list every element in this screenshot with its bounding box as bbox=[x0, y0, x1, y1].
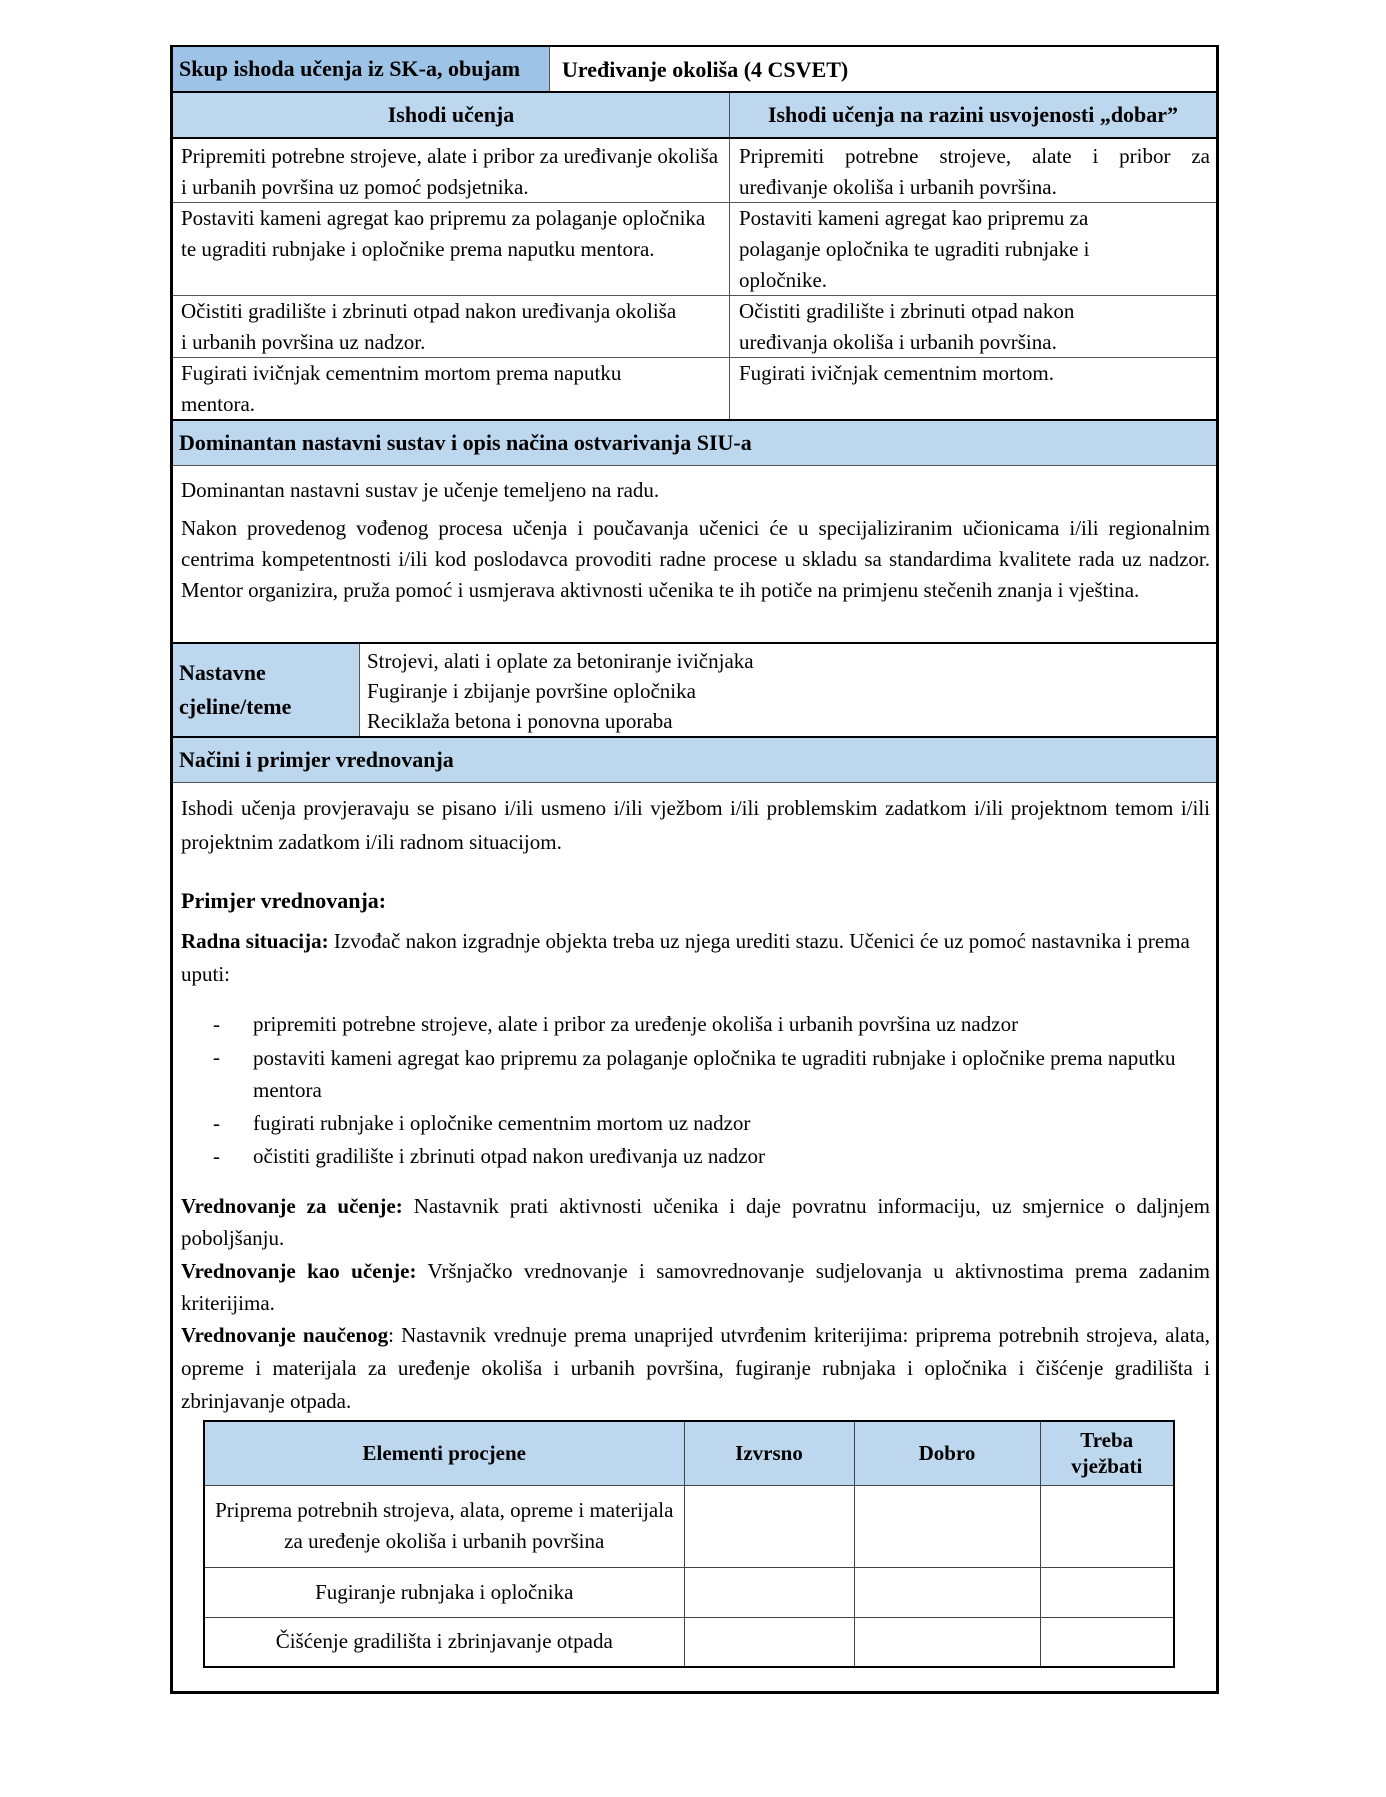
outcome-text: Očistiti gradilište i zbrinuti otpad nakon uređivanja okoliša i urbanih površina uz nadzor. bbox=[181, 299, 677, 354]
topics-list bbox=[367, 646, 1216, 736]
column-divider bbox=[359, 644, 360, 736]
as-learning-label: Vrednovanje kao učenje: bbox=[181, 1259, 417, 1283]
outcome-text: Pripremiti potrebne strojeve, alate i pribor za uređivanje okoliša i urbanih površina uz pomoć podsjetnika. bbox=[181, 144, 719, 199]
excellent-cell[interactable] bbox=[684, 1485, 854, 1567]
good-cell[interactable] bbox=[854, 1617, 1040, 1667]
table-row bbox=[204, 1567, 1174, 1617]
outcomes-col2-header bbox=[729, 93, 1216, 137]
outcome-good-text: Fugirati ivičnjak cementnim mortom. bbox=[739, 361, 1054, 385]
good-cell[interactable] bbox=[854, 1567, 1040, 1617]
good-cell[interactable] bbox=[854, 1485, 1040, 1567]
table-row bbox=[204, 1617, 1174, 1667]
topics-label: Nastavne cjeline/teme bbox=[179, 660, 292, 719]
work-situation bbox=[181, 925, 1210, 991]
example-heading bbox=[181, 885, 1210, 916]
outcome-row-3-col1 bbox=[173, 296, 693, 358]
outcome-row-2-col2 bbox=[729, 203, 1149, 295]
assessment-table bbox=[203, 1420, 1175, 1668]
dash-bullet-icon: - bbox=[213, 1144, 220, 1168]
column-header-elements: Elementi procjene bbox=[204, 1421, 684, 1485]
for-learning-label: Vrednovanje za učenje: bbox=[181, 1194, 403, 1218]
for-learning-text: Nastavnik prati aktivnosti učenika i daje povratnu informaciju, uz smjernice o daljnjem poboljšanju. bbox=[181, 1194, 1210, 1250]
dash-bullet-icon: - bbox=[213, 1045, 220, 1069]
evaluation-intro bbox=[181, 791, 1210, 859]
excellent-cell[interactable] bbox=[684, 1617, 854, 1667]
dominant-heading-cell bbox=[173, 421, 1216, 465]
column-header-good: Dobro bbox=[854, 1421, 1040, 1485]
paragraph-text: Nakon provedenog vođenog procesa učenja i poučavanja učenici će u specijaliziranim učionicama i/ili regionalnim centrima kompetentnosti i/ili kod poslodavca provoditi radne procese u skladu sa standardima kvalitete rada uz nadzor. Mentor organizira, pruža pomoć i usmjerava aktivnosti učenika te ih potiče na primjenu stečenih znanja i vještina. bbox=[181, 516, 1210, 602]
paragraph-text: Dominantan nastavni sustav je učenje temeljeno na radu. bbox=[181, 478, 660, 502]
topic-item: Fugiranje i zbijanje površine opločnika bbox=[367, 679, 696, 703]
header-value-cell bbox=[549, 47, 1216, 91]
dash-bullet-icon: - bbox=[213, 1012, 220, 1036]
assessment-element: Fugiranje rubnjaka i opločnika bbox=[204, 1567, 684, 1617]
work-situation-text: Izvođač nakon izgradnje objekta treba uz njega urediti stazu. Učenici će uz pomoć nastavnika i prema uputi: bbox=[181, 929, 1190, 986]
header-value: Uređivanje okoliša (4 CSVET) bbox=[562, 57, 849, 82]
needs-practice-cell[interactable] bbox=[1040, 1485, 1174, 1567]
document-frame bbox=[170, 45, 1219, 1694]
outcomes-col1-header bbox=[173, 93, 729, 137]
column-header-needs-practice: Treba vježbati bbox=[1040, 1421, 1174, 1485]
evaluation-as-learning bbox=[181, 1255, 1210, 1319]
as-learning-text: Vršnjačko vrednovanje i samovrednovanje sudjelovanja u aktivnostima prema zadanim kriterijima. bbox=[181, 1259, 1210, 1315]
assessment-element: Priprema potrebnih strojeva, alata, opreme i materijala za uređenje okoliša i urbanih površina bbox=[204, 1485, 684, 1567]
evaluation-of-learning bbox=[181, 1319, 1210, 1418]
outcome-row-3-col2 bbox=[729, 296, 1149, 358]
outcome-row-4-col2 bbox=[729, 358, 1216, 420]
needs-practice-cell[interactable] bbox=[1040, 1567, 1174, 1617]
topic-item: Strojevi, alati i oplate za betoniranje ivičnjaka bbox=[367, 649, 754, 673]
outcome-text: Postaviti kameni agregat kao pripremu za polaganje opločnika te ugraditi rubnjake i opločnike prema naputku mentora. bbox=[181, 206, 706, 261]
excellent-cell[interactable] bbox=[684, 1567, 854, 1617]
outcome-row-2-col1 bbox=[173, 203, 713, 295]
outcome-row-1-col2 bbox=[729, 141, 1216, 201]
divider bbox=[173, 137, 1216, 139]
header-label-cell bbox=[173, 47, 549, 91]
of-learning-text: : Nastavnik vrednuje prema unaprijed utvrđenim kriterijima: priprema potrebnih strojeva, alata, opreme i materijala za uređenje okoliša i urbanih površina, fugiranje rubnjaka i opločnika i čišćenje gradilišta i zbrinjavanje otpada. bbox=[181, 1323, 1210, 1413]
outcomes-col2-header-text: Ishodi učenja na razini usvojenosti „dobar” bbox=[767, 102, 1179, 127]
needs-practice-cell[interactable] bbox=[1040, 1617, 1174, 1667]
list-item-text: postaviti kameni agregat kao pripremu za polaganje opločnika te ugraditi rubnjake i opločnike prema naputku mentora bbox=[253, 1046, 1176, 1102]
divider bbox=[173, 465, 1216, 466]
dominant-heading: Dominantan nastavni sustav i opis načina ostvarivanja SIU-a bbox=[179, 430, 752, 455]
divider bbox=[173, 782, 1216, 783]
evaluation-for-learning bbox=[181, 1190, 1210, 1254]
paragraph-text: Ishodi učenja provjeravaju se pisano i/ili usmeno i/ili vježbom i/ili problemskim zadatkom i/ili projektnom temom i/ili projektnim zadatkom i/ili radnom situacijom. bbox=[181, 796, 1210, 854]
topics-label-cell bbox=[173, 644, 359, 736]
evaluation-heading-cell bbox=[173, 738, 1216, 782]
outcome-row-4-col1 bbox=[173, 358, 693, 420]
outcomes-col1-header-text: Ishodi učenja bbox=[387, 102, 515, 127]
assessment-table-header-row bbox=[204, 1421, 1174, 1485]
topic-item: Reciklaža betona i ponovna uporaba bbox=[367, 709, 673, 733]
example-heading-text: Primjer vrednovanja: bbox=[181, 888, 387, 913]
header-label: Skup ishoda učenja iz SK-a, obujam bbox=[179, 56, 521, 81]
assessment-element: Čišćenje gradilišta i zbrinjavanje otpada bbox=[204, 1617, 684, 1667]
list-item-text: pripremiti potrebne strojeve, alate i pribor za uređenje okoliša i urbanih površina uz nadzor bbox=[253, 1012, 1019, 1036]
outcome-good-text: Očistiti gradilište i zbrinuti otpad nakon uređivanja okoliša i urbanih površina. bbox=[739, 299, 1075, 354]
outcome-text: Fugirati ivičnjak cementnim mortom prema naputku mentora. bbox=[181, 361, 622, 416]
dash-bullet-icon: - bbox=[213, 1111, 220, 1135]
outcome-good-text: Pripremiti potrebne strojeve, alate i pribor za uređivanje okoliša i urbanih površina. bbox=[739, 144, 1210, 199]
outcome-good-text: Postaviti kameni agregat kao pripremu za polaganje opločnika te ugraditi rubnjake i opločnike. bbox=[739, 206, 1090, 292]
list-item-text: fugirati rubnjake i opločnike cementnim mortom uz nadzor bbox=[253, 1111, 751, 1135]
outcome-row-1-col1 bbox=[173, 141, 729, 201]
dominant-paragraph-2 bbox=[181, 513, 1210, 606]
evaluation-heading: Načini i primjer vrednovanja bbox=[179, 747, 454, 772]
table-row bbox=[204, 1485, 1174, 1567]
column-header-excellent: Izvrsno bbox=[684, 1421, 854, 1485]
list-item-text: očistiti gradilište i zbrinuti otpad nakon uređivanja uz nadzor bbox=[253, 1144, 766, 1168]
dominant-paragraph-1 bbox=[181, 475, 1210, 506]
of-learning-label: Vrednovanje naučenog bbox=[181, 1323, 389, 1347]
work-situation-label: Radna situacija: bbox=[181, 929, 329, 953]
